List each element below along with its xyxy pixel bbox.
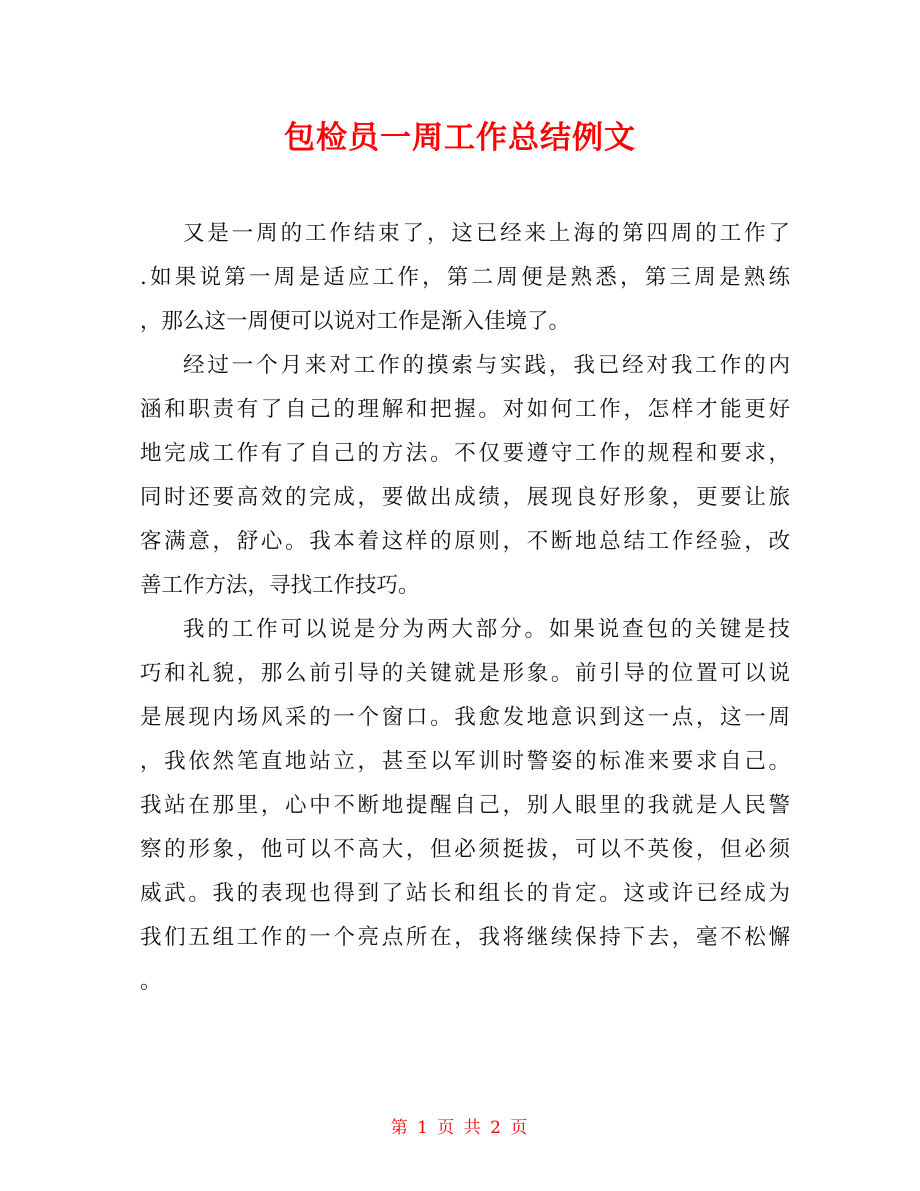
text-line: 。 bbox=[140, 969, 162, 994]
text-line: 是展现内场风采的一个窗口。我愈发地意识到这一点，这一周 bbox=[140, 705, 790, 730]
document-body bbox=[140, 212, 790, 1004]
text-line: 善工作方法，寻找工作技巧。 bbox=[140, 573, 420, 598]
paragraph bbox=[140, 344, 790, 608]
text-line: 地完成工作有了自己的方法。不仅要遵守工作的规程和要求， bbox=[140, 441, 790, 466]
text-line: 涵和职责有了自己的理解和把握。对如何工作，怎样才能更好 bbox=[140, 397, 790, 422]
paragraph bbox=[140, 212, 790, 344]
text-line: 同时还要高效的完成，要做出成绩，展现良好形象，更要让旅 bbox=[140, 485, 790, 510]
text-line: 察的形象，他可以不高大，但必须挺拔，可以不英俊，但必须 bbox=[140, 837, 790, 862]
text-line: .如果说第一周是适应工作，第二周便是熟悉，第三周是熟练 bbox=[140, 265, 790, 290]
text-line: 经过一个月来对工作的摸索与实践，我已经对我工作的内 bbox=[183, 353, 790, 378]
text-line: 巧和礼貌，那么前引导的关键就是形象。前引导的位置可以说 bbox=[140, 661, 790, 686]
page-number-footer: 第 1 页 共 2 页 bbox=[390, 1118, 530, 1138]
document-title: 包检员一周工作总结例文 bbox=[284, 120, 636, 156]
text-line: 又是一周的工作结束了，这已经来上海的第四周的工作了 bbox=[183, 221, 790, 246]
text-line: 我站在那里，心中不断地提醒自己，别人眼里的我就是人民警 bbox=[140, 793, 790, 818]
text-line: ，那么这一周便可以说对工作是渐入佳境了。 bbox=[140, 309, 571, 334]
text-line: 威武。我的表现也得到了站长和组长的肯定。这或许已经成为 bbox=[140, 881, 790, 906]
text-line: 我的工作可以说是分为两大部分。如果说查包的关键是技 bbox=[183, 617, 790, 642]
paragraph bbox=[140, 608, 790, 1004]
text-line: ，我依然笔直地站立，甚至以军训时警姿的标准来要求自己。 bbox=[140, 749, 790, 774]
text-line: 我们五组工作的一个亮点所在，我将继续保持下去，毫不松懈 bbox=[140, 925, 790, 950]
text-line: 客满意，舒心。我本着这样的原则，不断地总结工作经验，改 bbox=[140, 529, 790, 554]
